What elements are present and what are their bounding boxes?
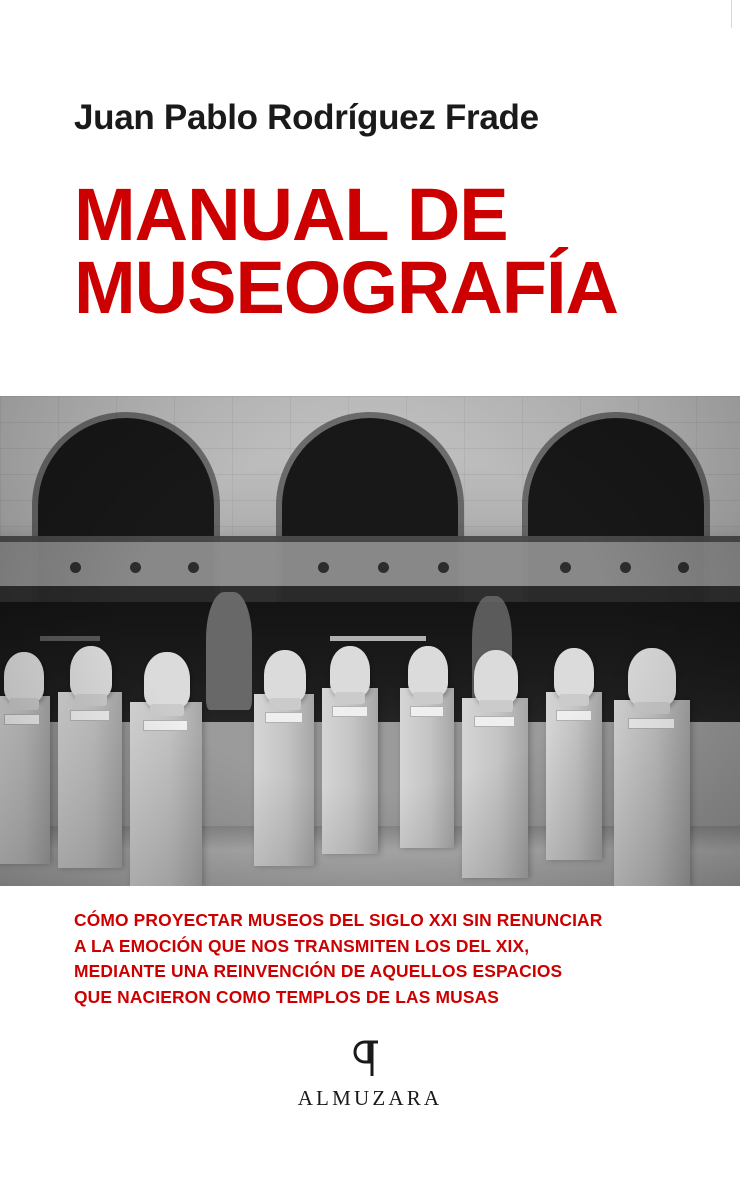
photo-exhibit-light [330,636,426,641]
photo-plinth [254,694,314,866]
book-title [74,173,694,330]
book-subtitle-line-3: MEDIANTE UNA REINVENCIÓN DE AQUELLOS ESPACIOS [74,961,563,982]
photo-bust [474,650,518,704]
photo-background-statue [206,592,252,710]
photo-plinth [58,692,122,868]
photo-bust [628,648,676,706]
photo-mezzanine-light [70,562,81,573]
photo-bust [4,652,44,702]
photo-mezzanine-light [620,562,631,573]
photo-mezzanine-light [378,562,389,573]
publisher-name: ALMUZARA [297,1086,443,1110]
cover-photograph [0,396,740,886]
spine-edge-mark [731,0,732,28]
photo-plinth-label [4,714,40,725]
photo-plinth-label [556,710,592,721]
photo-plinth [322,688,378,854]
photo-bust [408,646,448,696]
photo-bust [330,646,370,696]
photo-plinth-label [410,706,444,717]
book-title-line-1: MANUAL DE [74,173,508,256]
photo-plinth-label [265,712,303,723]
photo-mezzanine-band [0,536,740,602]
book-subtitle-line-4: QUE NACIERON COMO TEMPLOS DE LAS MUSAS [74,986,500,1007]
photo-plinth-label [143,720,188,731]
photo-plinth [614,700,690,886]
photo-exhibit-light [40,636,100,641]
photo-plinth [400,688,454,848]
photo-bust [70,646,112,698]
photo-mezzanine-light [560,562,571,573]
photo-mezzanine-light [188,562,199,573]
publisher-block [0,1036,740,1111]
photo-mezzanine-light [438,562,449,573]
book-subtitle-line-2: A LA EMOCIÓN QUE NOS TRANSMITEN LOS DEL XIX, [74,935,530,956]
almuzara-pilcrow-icon [348,1036,392,1080]
photo-plinth [546,692,602,860]
photo-plinth [462,698,528,878]
photo-plinth [130,702,202,886]
book-title-line-2: MUSEOGRAFÍA [74,246,618,330]
photo-bust [144,652,190,708]
photo-mezzanine-rail [0,536,740,542]
photo-mezzanine-light [130,562,141,573]
photo-mezzanine-light [318,562,329,573]
author-name: Juan Pablo Rodríguez Frade [74,98,539,137]
photo-mezzanine-underside [0,586,740,602]
book-subtitle [74,908,680,1010]
photo-plinth-label [70,710,110,721]
photo-bust [264,650,306,702]
photo-plinth [0,696,50,864]
photo-plinth-label [474,716,516,727]
book-subtitle-line-1: CÓMO PROYECTAR MUSEOS DEL SIGLO XXI SIN RENUNCIAR [74,910,603,930]
photo-mezzanine-light [678,562,689,573]
photo-plinth-label [332,706,368,717]
photo-plinth-label [628,718,676,729]
photo-bust [554,648,594,698]
